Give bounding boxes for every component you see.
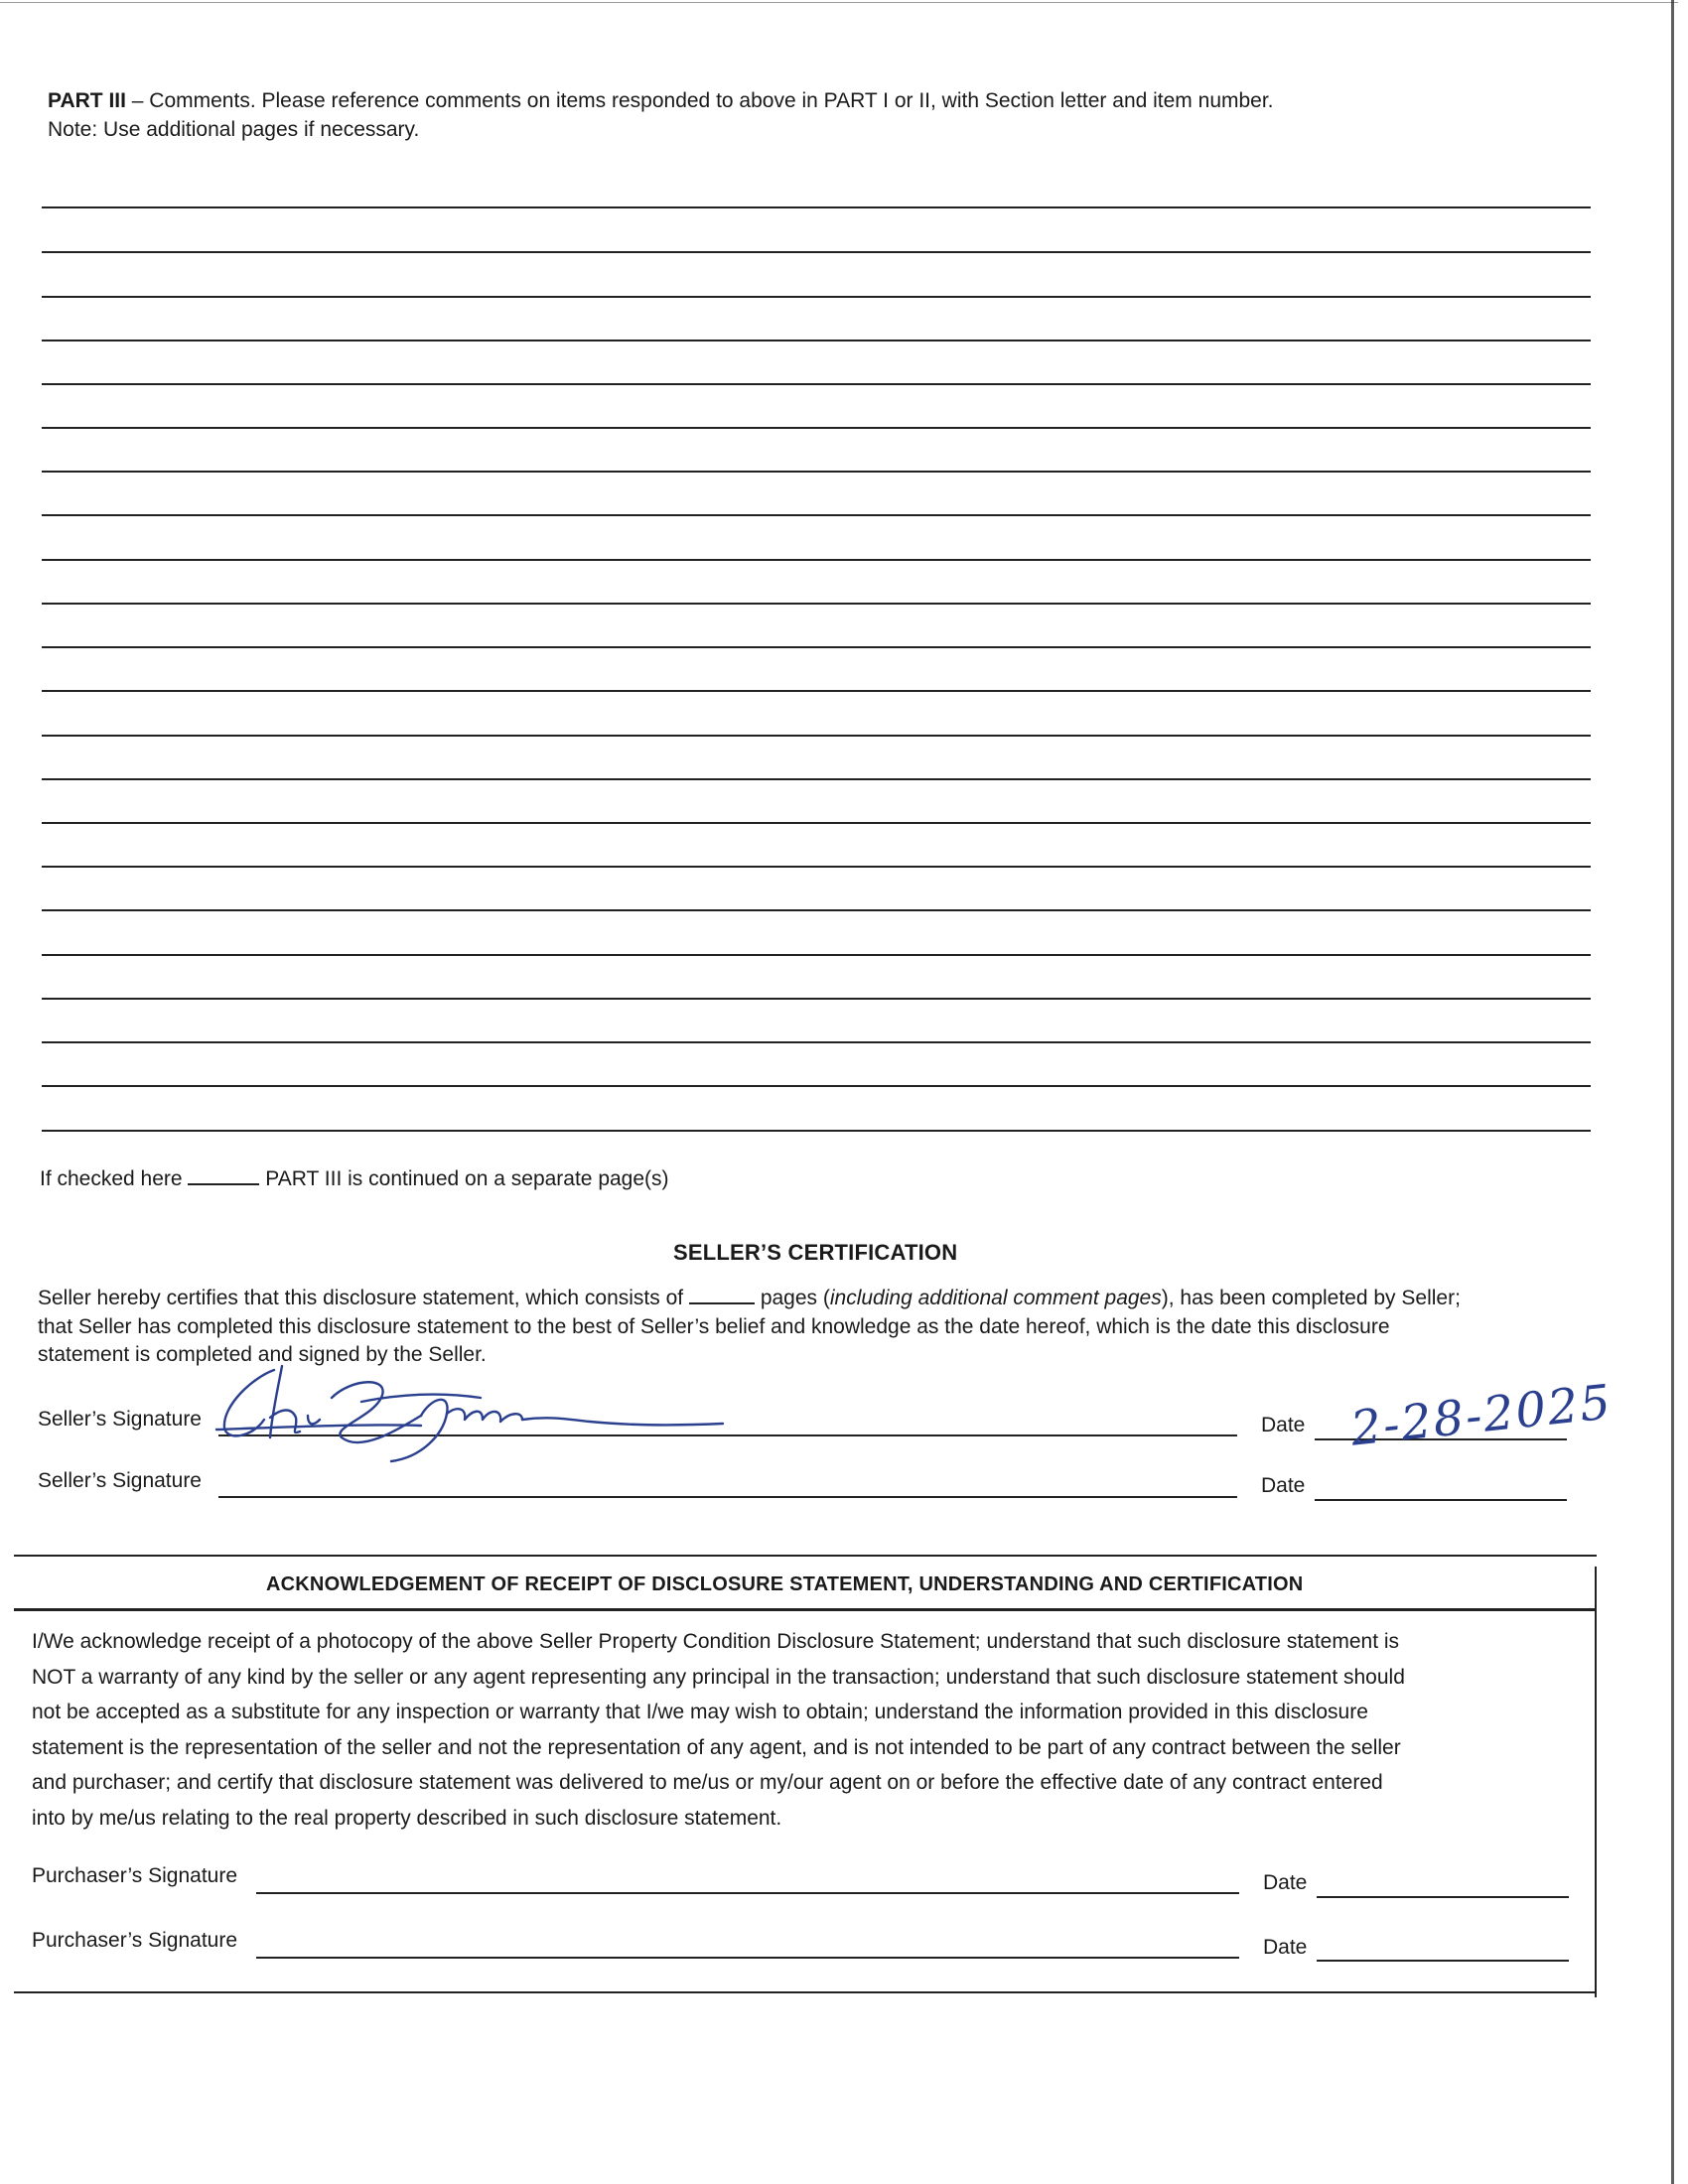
seller-cert-text: Seller hereby certifies that this disclosure statement, which consists of pages (including additional comment pages), has been completed by Seller; that Seller has completed this disclosure statement to the best of Seller’s belief and knowledge as the date hereof, which is the date this disclosure statement is completed and signed by the Seller. bbox=[38, 1287, 1461, 1366]
purchaser-date-label: Date bbox=[1263, 1871, 1308, 1894]
comment-line[interactable] bbox=[42, 1085, 1591, 1087]
comment-line[interactable] bbox=[42, 603, 1591, 605]
scan-edge-right bbox=[1671, 0, 1674, 2184]
comment-line[interactable] bbox=[42, 690, 1591, 692]
seller-signature-label: Seller’s Signature bbox=[38, 1408, 202, 1431]
comment-line[interactable] bbox=[42, 646, 1591, 648]
comment-line[interactable] bbox=[42, 427, 1591, 429]
purchaser-signature-line[interactable] bbox=[256, 1892, 1239, 1894]
comment-line[interactable] bbox=[42, 998, 1591, 1000]
ack-heading: ACKNOWLEDGEMENT OF RECEIPT OF DISCLOSURE STATEMENT, UNDERSTANDING AND CERTIFICATION bbox=[266, 1573, 1304, 1595]
comment-line[interactable] bbox=[42, 778, 1591, 780]
continued-check-blank[interactable] bbox=[188, 1165, 259, 1185]
seller-signature-ink bbox=[212, 1358, 729, 1465]
part3-intro: PART III – Comments. Please reference comments on items responded to above in PART I or II, with Section letter and item number. bbox=[48, 89, 1274, 112]
seller-date-value: 2-28-2025 bbox=[1347, 1374, 1616, 1457]
ack-box-right bbox=[1595, 1567, 1597, 1997]
comment-line[interactable] bbox=[42, 822, 1591, 824]
seller-signature-line-2[interactable] bbox=[218, 1496, 1237, 1498]
comment-line[interactable] bbox=[42, 296, 1591, 298]
seller-date-label-2: Date bbox=[1261, 1474, 1306, 1497]
comment-line[interactable] bbox=[42, 514, 1591, 516]
ack-text: I/We acknowledge receipt of a photocopy of the above Seller Property Condition Disclosure Statement; understand that such disclosure statement is NOT a warranty of any kind by the seller or any agent representing any principal in the transaction; understand that such disclosure statement should not be accepted as a substitute for any inspection or warranty that I/we may wish to obtain; understand the information provided in this disclosure statement is the representation of the seller and not the representation of any agent, and is not intended to be part of any contract between the seller and purchaser; and certify that disclosure statement was delivered to me/us or my/our agent on or before the effective date of any contract entered into by me/us relating to the real property described in such disclosure statement. bbox=[32, 1630, 1405, 1830]
purchaser-signature-label-2: Purchaser’s Signature bbox=[32, 1929, 238, 1952]
comment-line[interactable] bbox=[42, 1130, 1591, 1132]
comment-line[interactable] bbox=[42, 1041, 1591, 1043]
comment-line[interactable] bbox=[42, 471, 1591, 473]
comment-line[interactable] bbox=[42, 909, 1591, 911]
comment-line[interactable] bbox=[42, 735, 1591, 737]
comment-line[interactable] bbox=[42, 251, 1591, 253]
comment-line[interactable] bbox=[42, 866, 1591, 868]
comment-line[interactable] bbox=[42, 559, 1591, 561]
continued-row: If checked here PART III is continued on a separate page(s) bbox=[40, 1167, 669, 1190]
ack-box-bottom bbox=[14, 1991, 1597, 1993]
purchaser-signature-label: Purchaser’s Signature bbox=[32, 1864, 238, 1887]
pages-count-blank[interactable] bbox=[689, 1285, 755, 1304]
part3-note: Note: Use additional pages if necessary. bbox=[48, 118, 420, 141]
seller-cert-heading: SELLER’S CERTIFICATION bbox=[673, 1240, 958, 1265]
comment-line[interactable] bbox=[42, 340, 1591, 341]
comment-line[interactable] bbox=[42, 206, 1591, 208]
comment-line[interactable] bbox=[42, 383, 1591, 385]
seller-date-label: Date bbox=[1261, 1414, 1306, 1436]
seller-date-line-2[interactable] bbox=[1315, 1499, 1567, 1501]
purchaser-date-line[interactable] bbox=[1317, 1896, 1569, 1898]
ack-heading-divider bbox=[14, 1608, 1597, 1611]
purchaser-date-label-2: Date bbox=[1263, 1936, 1308, 1959]
purchaser-signature-line-2[interactable] bbox=[256, 1957, 1239, 1959]
seller-signature-label-2: Seller’s Signature bbox=[38, 1469, 202, 1492]
purchaser-date-line-2[interactable] bbox=[1317, 1960, 1569, 1962]
scan-edge-top bbox=[0, 2, 1678, 3]
ack-box-top bbox=[14, 1555, 1597, 1557]
comment-line[interactable] bbox=[42, 954, 1591, 956]
